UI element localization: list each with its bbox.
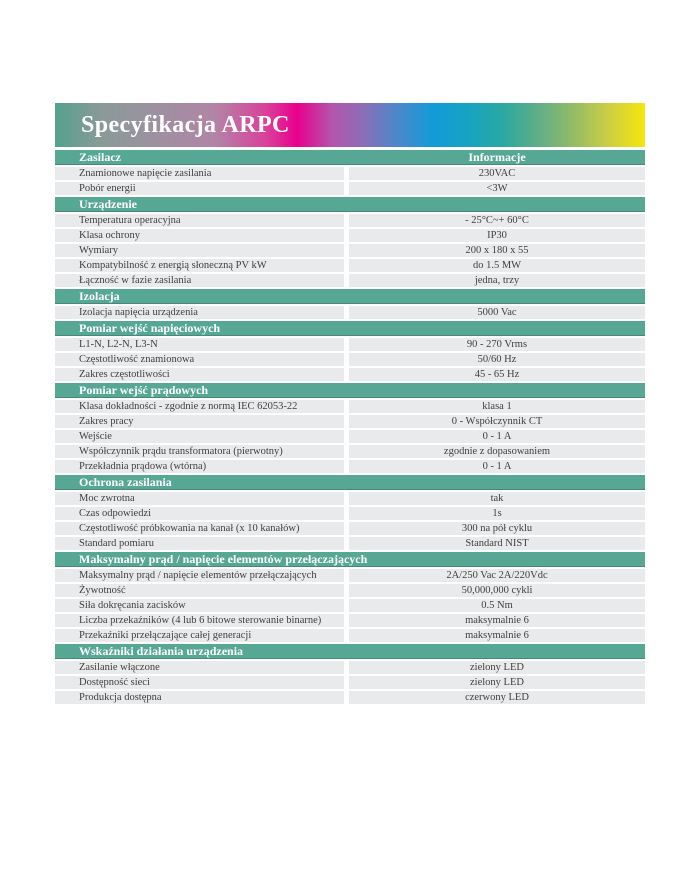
section-title: Urządzenie — [79, 197, 137, 211]
table-row — [55, 167, 645, 180]
row-value: jedna, trzy — [349, 274, 645, 287]
row-label: Maksymalny prąd / napięcie elementów przełączających — [55, 569, 344, 582]
section-title: Zasilacz — [79, 150, 121, 164]
row-value: IP30 — [349, 229, 645, 242]
row-label: Klasa ochrony — [55, 229, 344, 242]
row-label: Produkcja dostępna — [55, 691, 344, 704]
row-label: Częstotliwość znamionowa — [55, 353, 344, 366]
table-row — [55, 259, 645, 272]
row-value: 300 na pół cyklu — [349, 522, 645, 535]
row-label: Kompatybilność z energią słoneczną PV kW — [55, 259, 344, 272]
row-value: 2A/250 Vac 2A/220Vdc — [349, 569, 645, 582]
section-title: Pomiar wejść prądowych — [79, 383, 209, 397]
table-row — [55, 182, 645, 195]
row-label: Zakres pracy — [55, 415, 344, 428]
table-row — [55, 306, 645, 319]
table-row — [55, 430, 645, 443]
section-header-2 — [55, 289, 645, 304]
title-banner — [55, 103, 645, 147]
row-label: Wejście — [55, 430, 344, 443]
section-header-0 — [55, 150, 645, 165]
row-label: Wymiary — [55, 244, 344, 257]
row-label: Temperatura operacyjna — [55, 214, 344, 227]
section-title: Pomiar wejść napięciowych — [79, 321, 221, 335]
row-label: Klasa dokładności - zgodnie z normą IEC 62053-22 — [55, 400, 344, 413]
row-value: zielony LED — [349, 676, 645, 689]
row-value: 0 - 1 A — [349, 430, 645, 443]
table-row — [55, 368, 645, 381]
table-row — [55, 537, 645, 550]
row-value: maksymalnie 6 — [349, 629, 645, 642]
section-header-3 — [55, 321, 645, 336]
section-header-4 — [55, 383, 645, 398]
table-row — [55, 507, 645, 520]
row-label: Zakres częstotliwości — [55, 368, 344, 381]
row-value: 0 - 1 A — [349, 460, 645, 473]
row-label: Częstotliwość próbkowania na kanał (x 10 kanałów) — [55, 522, 344, 535]
row-value: zgodnie z dopasowaniem — [349, 445, 645, 458]
row-value: 200 x 180 x 55 — [349, 244, 645, 257]
table-row — [55, 353, 645, 366]
section-title: Izolacja — [79, 289, 120, 303]
table-row — [55, 445, 645, 458]
table-row — [55, 274, 645, 287]
table-row — [55, 629, 645, 642]
row-label: Dostępność sieci — [55, 676, 344, 689]
row-value: zielony LED — [349, 661, 645, 674]
section-header-6 — [55, 552, 645, 567]
row-value: 50/60 Hz — [349, 353, 645, 366]
table-row — [55, 460, 645, 473]
row-label: Czas odpowiedzi — [55, 507, 344, 520]
table-row — [55, 569, 645, 582]
row-label: Standard pomiaru — [55, 537, 344, 550]
row-label: Pobór energii — [55, 182, 344, 195]
row-label: Izolacja napięcia urządzenia — [55, 306, 344, 319]
row-label: Moc zwrotna — [55, 492, 344, 505]
row-value: 230VAC — [349, 167, 645, 180]
spec-sheet-content — [55, 103, 645, 706]
row-value: klasa 1 — [349, 400, 645, 413]
row-label: Współczynnik prądu transformatora (pierwotny) — [55, 445, 344, 458]
table-row — [55, 244, 645, 257]
row-label: Liczba przekaźników (4 lub 6 bitowe sterowanie binarne) — [55, 614, 344, 627]
table-row — [55, 614, 645, 627]
table-row — [55, 522, 645, 535]
section-header-5 — [55, 475, 645, 490]
row-value: 0.5 Nm — [349, 599, 645, 612]
row-label: Łączność w fazie zasilania — [55, 274, 344, 287]
table-row — [55, 492, 645, 505]
row-label: Siła dokręcania zacisków — [55, 599, 344, 612]
section-title: Wskaźniki działania urządzenia — [79, 644, 244, 658]
row-label: Przekładnia prądowa (wtórna) — [55, 460, 344, 473]
section-header-7 — [55, 644, 645, 659]
row-value: 90 - 270 Vrms — [349, 338, 645, 351]
table-row — [55, 415, 645, 428]
table-row — [55, 599, 645, 612]
row-value: 50,000,000 cykli — [349, 584, 645, 597]
row-label: Znamionowe napięcie zasilania — [55, 167, 344, 180]
table-row — [55, 214, 645, 227]
section-title: Maksymalny prąd / napięcie elementów przełączających — [79, 552, 368, 566]
page-title: Specyfikacja ARPC — [81, 112, 290, 138]
table-row — [55, 691, 645, 704]
row-label: Żywotność — [55, 584, 344, 597]
section-title: Ochrona zasilania — [79, 475, 172, 489]
table-row — [55, 229, 645, 242]
section-header-1 — [55, 197, 645, 212]
row-value: 1s — [349, 507, 645, 520]
table-row — [55, 676, 645, 689]
row-value: czerwony LED — [349, 691, 645, 704]
row-value: 45 - 65 Hz — [349, 368, 645, 381]
row-label: L1-N, L2-N, L3-N — [55, 338, 344, 351]
row-value: do 1.5 MW — [349, 259, 645, 272]
row-value: Standard NIST — [349, 537, 645, 550]
row-label: Zasilanie włączone — [55, 661, 344, 674]
row-value: 5000 Vac — [349, 306, 645, 319]
spec-table — [55, 150, 645, 704]
table-row — [55, 400, 645, 413]
table-row — [55, 338, 645, 351]
row-value: tak — [349, 492, 645, 505]
row-label: Przekaźniki przełączające całej generacji — [55, 629, 344, 642]
row-value: - 25°C~+ 60°C — [349, 214, 645, 227]
row-value: maksymalnie 6 — [349, 614, 645, 627]
table-row — [55, 661, 645, 674]
value-column-header: Informacje — [468, 150, 526, 164]
row-value: <3W — [349, 182, 645, 195]
row-value: 0 - Współczynnik CT — [349, 415, 645, 428]
table-row — [55, 584, 645, 597]
